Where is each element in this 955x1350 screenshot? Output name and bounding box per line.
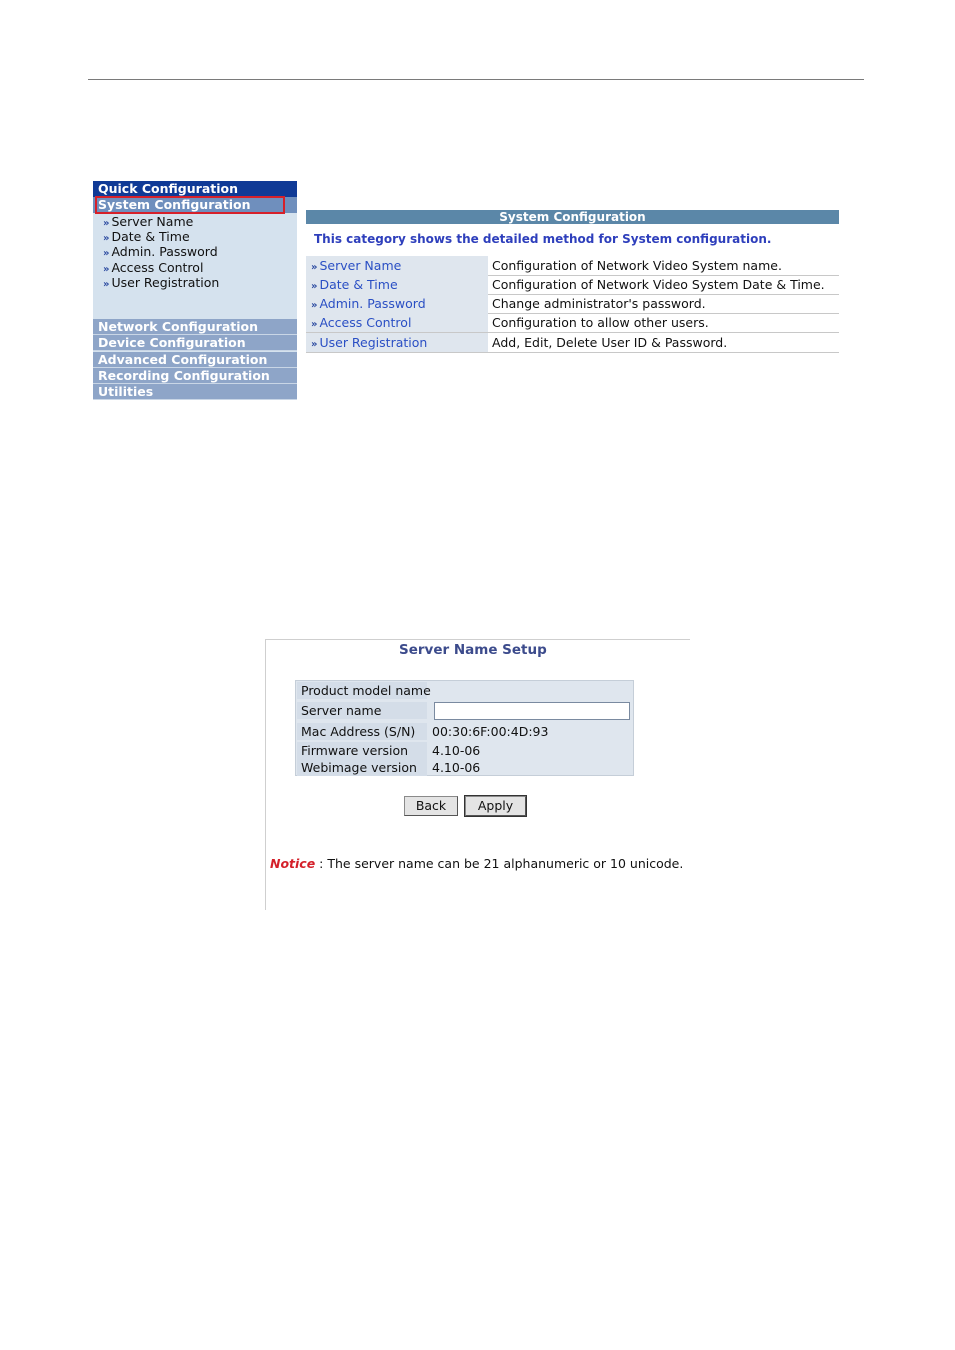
sidebar-item-quick-configuration[interactable] bbox=[93, 181, 297, 197]
server-name-setup-title: Server Name Setup bbox=[399, 642, 547, 658]
mac-address-label: Mac Address (S/N) bbox=[297, 723, 427, 740]
row-description: Configuration of Network Video System name. bbox=[492, 258, 782, 273]
frame-border-top bbox=[265, 639, 690, 640]
access-control-link[interactable]: » Access Control bbox=[306, 313, 488, 332]
sidebar-item-label: System Configuration bbox=[98, 197, 251, 212]
double-chevron-icon: » bbox=[103, 233, 109, 244]
mac-address-value: 00:30:6F:00:4D:93 bbox=[432, 724, 549, 739]
webimage-version-label: Webimage version bbox=[297, 759, 427, 776]
double-chevron-icon: » bbox=[311, 300, 317, 311]
sidebar-item-advanced-configuration[interactable]: Advanced Configuration bbox=[93, 352, 297, 368]
date-time-link[interactable]: » Date & Time bbox=[306, 275, 488, 294]
double-chevron-icon: » bbox=[311, 339, 317, 350]
user-registration-link[interactable]: » User Registration bbox=[306, 333, 488, 352]
table-row bbox=[296, 758, 633, 776]
server-name-label: Server name bbox=[297, 702, 427, 719]
firmware-version-value: 4.10-06 bbox=[432, 743, 481, 758]
firmware-version-label: Firmware version bbox=[297, 742, 427, 759]
server-name-link[interactable]: » Server Name bbox=[306, 256, 488, 275]
double-chevron-icon: » bbox=[311, 262, 317, 273]
admin-password-link[interactable]: » Admin. Password bbox=[306, 294, 488, 313]
sidebar-subitem-date-time[interactable]: » Date & Time bbox=[103, 229, 190, 244]
row-description: Configuration of Network Video System Date & Time. bbox=[492, 277, 825, 292]
sidebar-item-utilities[interactable]: Utilities bbox=[93, 384, 297, 400]
webimage-version-value: 4.10-06 bbox=[432, 760, 481, 775]
table-row bbox=[306, 333, 839, 353]
double-chevron-icon: » bbox=[103, 248, 109, 259]
row-description: Change administrator's password. bbox=[492, 296, 706, 311]
sidebar-subitem-server-name[interactable]: » Server Name bbox=[103, 214, 194, 229]
table-row bbox=[296, 722, 633, 740]
sidebar-item-recording-configuration[interactable]: Recording Configuration bbox=[93, 368, 297, 384]
product-model-label: Product model name bbox=[297, 682, 427, 699]
double-chevron-icon: » bbox=[311, 319, 317, 330]
double-chevron-icon: » bbox=[103, 218, 109, 229]
selection-highlight bbox=[95, 196, 285, 214]
server-name-input[interactable] bbox=[434, 702, 630, 720]
double-chevron-icon: » bbox=[311, 281, 317, 292]
server-info-table bbox=[295, 680, 634, 776]
notice-text: : The server name can be 21 alphanumeric or 10 unicode. bbox=[315, 856, 684, 871]
notice-message bbox=[270, 856, 683, 871]
table-row bbox=[306, 275, 839, 295]
row-description: Add, Edit, Delete User ID & Password. bbox=[492, 335, 728, 350]
table-row bbox=[296, 701, 633, 719]
apply-button[interactable]: Apply bbox=[465, 796, 526, 816]
table-row bbox=[306, 294, 839, 314]
double-chevron-icon: » bbox=[103, 279, 109, 290]
page-header-rule bbox=[88, 79, 864, 80]
sidebar-subitem-user-registration[interactable]: » User Registration bbox=[103, 275, 220, 290]
table-row bbox=[306, 256, 839, 276]
frame-border-left bbox=[265, 639, 266, 910]
sidebar-subitem-admin-password[interactable]: » Admin. Password bbox=[103, 244, 218, 259]
system-configuration-description: This category shows the detailed method for System configuration. bbox=[314, 232, 772, 246]
back-button[interactable]: Back bbox=[404, 796, 458, 816]
double-chevron-icon: » bbox=[103, 264, 109, 275]
sidebar-item-device-configuration[interactable]: Device Configuration bbox=[93, 335, 297, 351]
sidebar-menu bbox=[93, 181, 297, 400]
notice-label: Notice bbox=[270, 856, 316, 871]
table-row bbox=[306, 313, 839, 333]
sidebar-item-network-configuration[interactable]: Network Configuration bbox=[93, 319, 297, 335]
system-configuration-header: System Configuration bbox=[306, 210, 839, 224]
sidebar-item-label: Quick Configuration bbox=[98, 181, 239, 196]
table-row bbox=[296, 681, 633, 699]
row-description: Configuration to allow other users. bbox=[492, 315, 709, 330]
table-row bbox=[296, 741, 633, 759]
sidebar-subitem-access-control[interactable]: » Access Control bbox=[103, 260, 204, 275]
